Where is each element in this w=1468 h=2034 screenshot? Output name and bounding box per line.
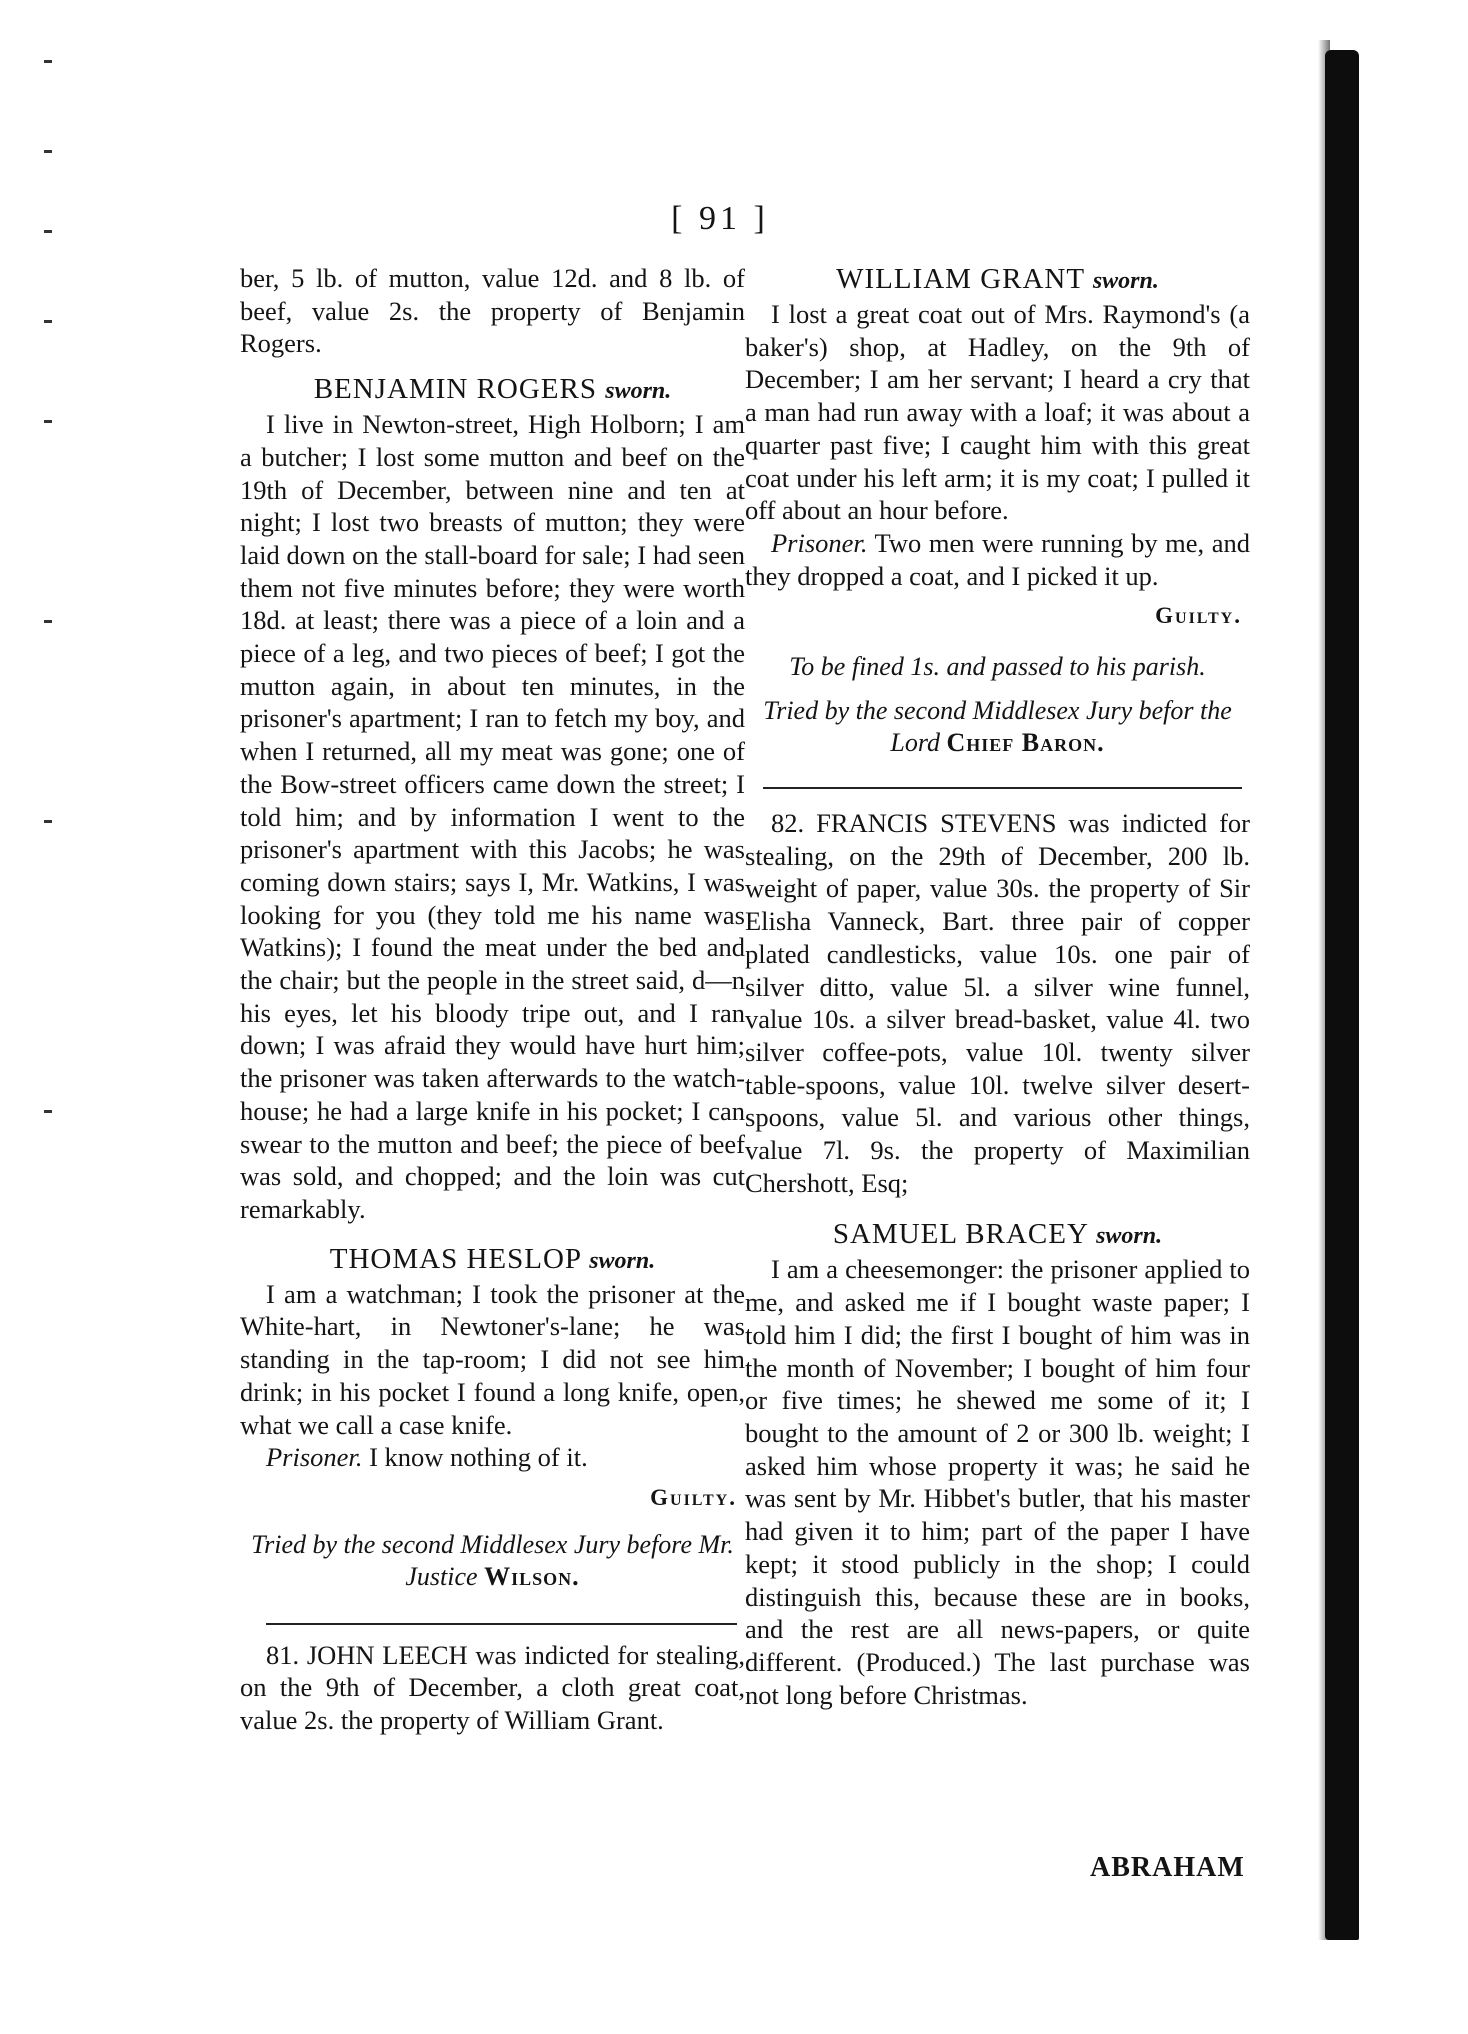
- sworn-label: sworn.: [589, 1247, 656, 1274]
- testimony-thomas-heslop: I am a watchman; I took the prisoner at the White-hart, in Newtoner's-lane; he was standing in the tap-room; I did not see him drink; in his pocket I found a long knife, open, what we call a case knife.: [240, 1278, 745, 1440]
- verdict: Guilty.: [1155, 603, 1242, 629]
- testimony-samuel-bracey: I am a cheesemonger: the prisoner applied to me, and asked me if I bought waste paper; I told him I did; the first I bought of him was in the month of November; I bought of him four or five times; he shewed me some of it; I bought to the amount of 2 or 300 lb. weight; I asked him whose property it was; he said he was sent by Mr. Hibbet's butler, that his master had given it to him; part of the paper I have kept; it stood publicly in the shop; I could distinguish this, because these are in books, and the rest are all news-papers, or quite different. (Produced.) The last purchase was not long before Christmas.: [745, 1254, 1250, 1710]
- witness-name: BENJAMIN ROGERS: [313, 373, 597, 406]
- tried-note: Tried by the second Middlesex Jury befor the Lord Chief Baron.: [763, 696, 1232, 758]
- prisoner-statement: Prisoner. Two men were running by me, and they dropped a coat, and I picked it up.: [745, 527, 1250, 591]
- witness-heading-samuel-bracey: [745, 1217, 1250, 1253]
- testimony-william-grant: I lost a great coat out of Mrs. Raymond's (a baker's) shop, at Hadley, on the 9th of December; I am her servant; I heard a cry that a man had run away with a loaf; it was about a quarter past five; I caught him with this great coat under his left arm; it is my coat; I pulled it off about an hour before.: [745, 299, 1250, 526]
- case-81-indictment: 81. JOHN LEECH was indicted for stealing, on the 9th of December, a cloth great coat, value 2s. the property of William Grant.: [240, 1639, 745, 1736]
- prisoner-label: Prisoner.: [771, 527, 868, 558]
- scan-edge-marks: [40, 60, 54, 1260]
- prisoner-statement: Prisoner. I know nothing of it.: [266, 1442, 588, 1473]
- page-number: [ 91 ]: [671, 200, 769, 237]
- judge-name: Chief Baron.: [946, 728, 1105, 758]
- witness-name: WILLIAM GRANT: [836, 263, 1085, 295]
- witness-heading-benjamin-rogers: [240, 372, 745, 408]
- judge-name: Wilson.: [484, 1561, 580, 1591]
- case-82-indictment: 82. FRANCIS STEVENS was indicted for stealing, on the 29th of December, 200 lb. weight of paper, value 30s. the property of Sir Elisha Vanneck, Bart. three pair of copper plated candlesticks, value 10s. one pair of silver ditto, value 5l. a silver wine funnel, value 10s. a silver bread-basket, value 4l. two silver coffee-pots, value 10l. twenty silver table-spoons, value 10l. twelve silver desert-spoons, value 5l. and various other things, value 7l. 9s. the property of Maximilian Chershott, Esq;: [745, 808, 1250, 1198]
- left-column: [240, 262, 745, 1737]
- witness-heading-william-grant: [745, 262, 1250, 298]
- witness-name: THOMAS HESLOP: [329, 1242, 581, 1275]
- section-rule: [763, 787, 1242, 789]
- testimony-benjamin-rogers: I live in Newton-street, High Holborn; I am a butcher; I lost some mutton and beef on the 19th of December, between nine and ten at night; I lost two breasts of mutton; they were laid down on the stall-board for sale; I had seen them not five minutes before; they were worth 18d. at least; there was a piece of a loin and a piece of a leg, and two pieces of beef; I got the mutton again, in about ten minutes, in the prisoner's apartment; I ran to fetch my boy, and when I returned, all my meat was gone; one of the Bow-street officers came down the street; I told him; and by information I went to the prisoner's apartment with this Jacobs; he was coming down stairs; says I, Mr. Watkins, I was looking for you (they told me his name was Watkins); I found the meat under the bed and the chair; but the people in the street said, d—n his eyes, let his bloody tripe out, and I ran down; I was afraid they would have hurt him; the prisoner was taken afterwards to the watch-house; he had a large knife in his pocket; I can swear to the mutton and beef; the piece of beef was sold, and chopped; and the loin was cut remarkably.: [240, 409, 745, 1224]
- prisoner-label: Prisoner.: [266, 1442, 363, 1473]
- right-column: [745, 262, 1250, 1711]
- verdict: Guilty.: [650, 1484, 737, 1510]
- witness-heading-thomas-heslop: [240, 1242, 745, 1278]
- sworn-label: sworn.: [1096, 1223, 1163, 1250]
- witness-name: SAMUEL BRACEY: [832, 1218, 1088, 1251]
- tried-note: Tried by the second Middlesex Jury before Mr. Justice Wilson.: [251, 1529, 734, 1591]
- section-rule: [266, 1623, 737, 1625]
- book-spine: [1325, 50, 1359, 1940]
- carryover-text: ber, 5 lb. of mutton, value 12d. and 8 lb. of beef, value 2s. the property of Benjamin Rogers.: [240, 263, 745, 359]
- sworn-label: sworn.: [605, 378, 672, 405]
- catchword: ABRAHAM: [1090, 1852, 1245, 1883]
- sentence: To be fined 1s. and passed to his parish.: [789, 652, 1206, 682]
- sworn-label: sworn.: [1092, 268, 1159, 294]
